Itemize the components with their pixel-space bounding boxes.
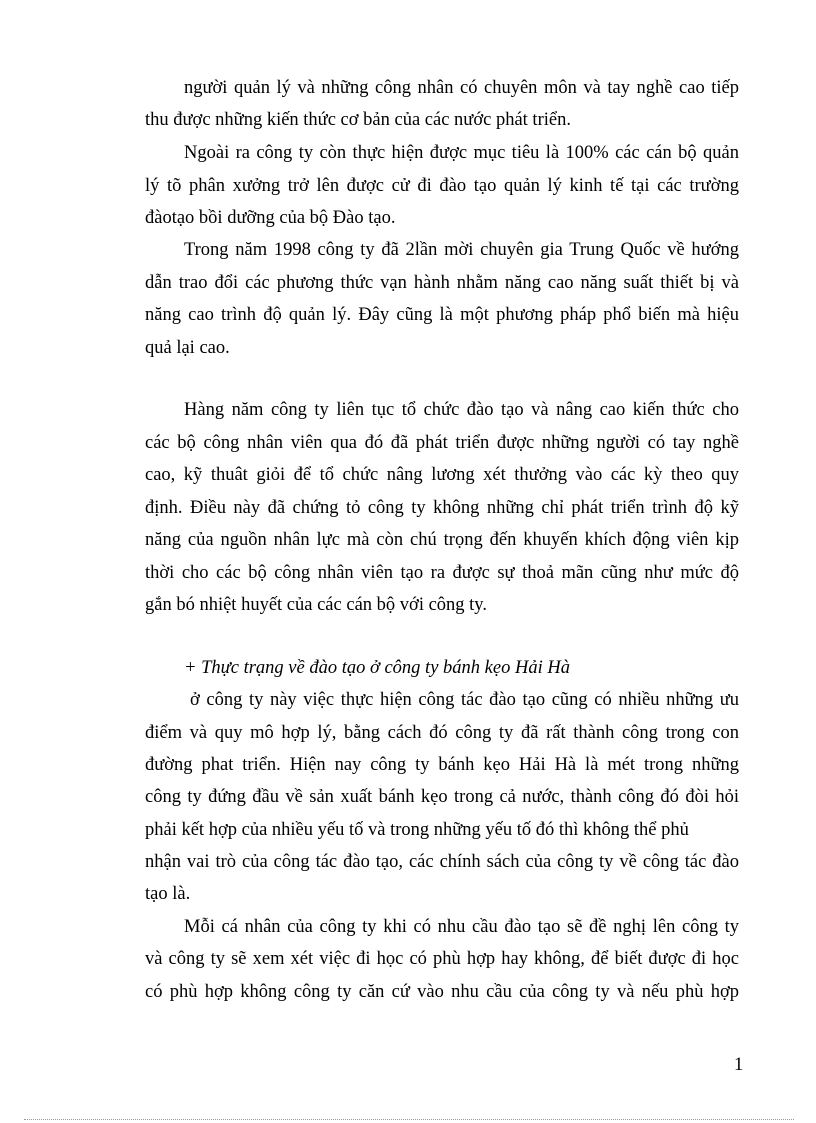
body-text-line: thu được những kiến thức cơ bản của các nước phát triển. bbox=[145, 110, 571, 130]
body-text-line: Ngoài ra công ty còn thực hiện được mục tiêu là 100% các cán bộ quản bbox=[184, 143, 739, 163]
body-text-line: quả lại cao. bbox=[145, 338, 230, 358]
body-text-line: có phù hợp không công ty căn cứ vào nhu cầu của công ty và nếu phù hợp bbox=[145, 982, 739, 1002]
body-text-line: công ty đứng đầu về sản xuất bánh kẹo trong cả nước, thành công đó đòi hỏi bbox=[145, 787, 739, 807]
body-text-line: người quản lý và những công nhân có chuyên môn và tay nghề cao tiếp bbox=[184, 78, 739, 98]
body-text-line: năng cao trình độ quản lý. Đây cũng là một phương pháp phổ biến mà hiệu bbox=[145, 305, 739, 325]
body-text-line: gắn bó nhiệt huyết của các cán bộ với công ty. bbox=[145, 595, 487, 615]
body-text-line: nhận vai trò của công tác đào tạo, các chính sách của công ty về công tác đào bbox=[145, 852, 739, 872]
body-text-line: năng của nguồn nhân lực mà còn chú trọng đến khuyến khích động viên kịp bbox=[145, 530, 739, 550]
body-text-line: thời cho các bộ công nhân viên tạo ra được sự thoả mãn cũng như mức độ bbox=[145, 563, 739, 583]
body-text-line: cao, kỹ thuât giỏi để tổ chức nâng lương xét thưởng vào các kỳ theo quy bbox=[145, 465, 739, 485]
body-text-line: tạo là. bbox=[145, 884, 191, 904]
section-heading: + Thực trạng về đào tạo ở công ty bánh kẹo Hải Hà bbox=[184, 658, 570, 678]
body-text-line: Hàng năm công ty liên tục tổ chức đào tạo và nâng cao kiến thức cho bbox=[184, 400, 739, 420]
body-text-line: các bộ công nhân viên qua đó đã phát triển được những người có tay nghề bbox=[145, 433, 739, 453]
body-text-line: Mỗi cá nhân của công ty khi có nhu cầu đào tạo sẽ đề nghị lên công ty bbox=[184, 917, 739, 937]
body-text-line: đàotạo bồi dưỡng của bộ Đào tạo. bbox=[145, 208, 396, 228]
body-text-line: ở công ty này việc thực hiện công tác đào tạo cũng có nhiều những ưu bbox=[190, 690, 739, 710]
body-text-line: dẫn trao đổi các phương thức vạn hành nhằm năng cao năng suất thiết bị và bbox=[145, 273, 739, 293]
body-text-line: Trong năm 1998 công ty đã 2lần mời chuyên gia Trung Quốc về hướng bbox=[184, 240, 739, 260]
page-bottom-divider bbox=[24, 1119, 794, 1120]
body-text-line: lý tõ phân xưởng trở lên được cử đi đào tạo quản lý kinh tế tại các trường bbox=[145, 176, 739, 196]
body-text-line: định. Điều này đã chứng tỏ công ty không những chỉ phát triển trình độ kỹ bbox=[145, 498, 739, 518]
body-text-line: và công ty sẽ xem xét việc đi học có phù hợp hay không, để biết được đi học bbox=[145, 949, 739, 969]
body-text-line: phải kết hợp của nhiều yếu tố và trong những yếu tố đó thì không thể phủ bbox=[145, 820, 689, 840]
body-text-line: điểm và quy mô hợp lý, bằng cách đó công ty đã rất thành công trong con bbox=[145, 723, 739, 743]
page-number: 1 bbox=[734, 1055, 744, 1075]
body-text-line: đường phat triển. Hiện nay công ty bánh kẹo Hải Hà là mét trong những bbox=[145, 755, 739, 775]
